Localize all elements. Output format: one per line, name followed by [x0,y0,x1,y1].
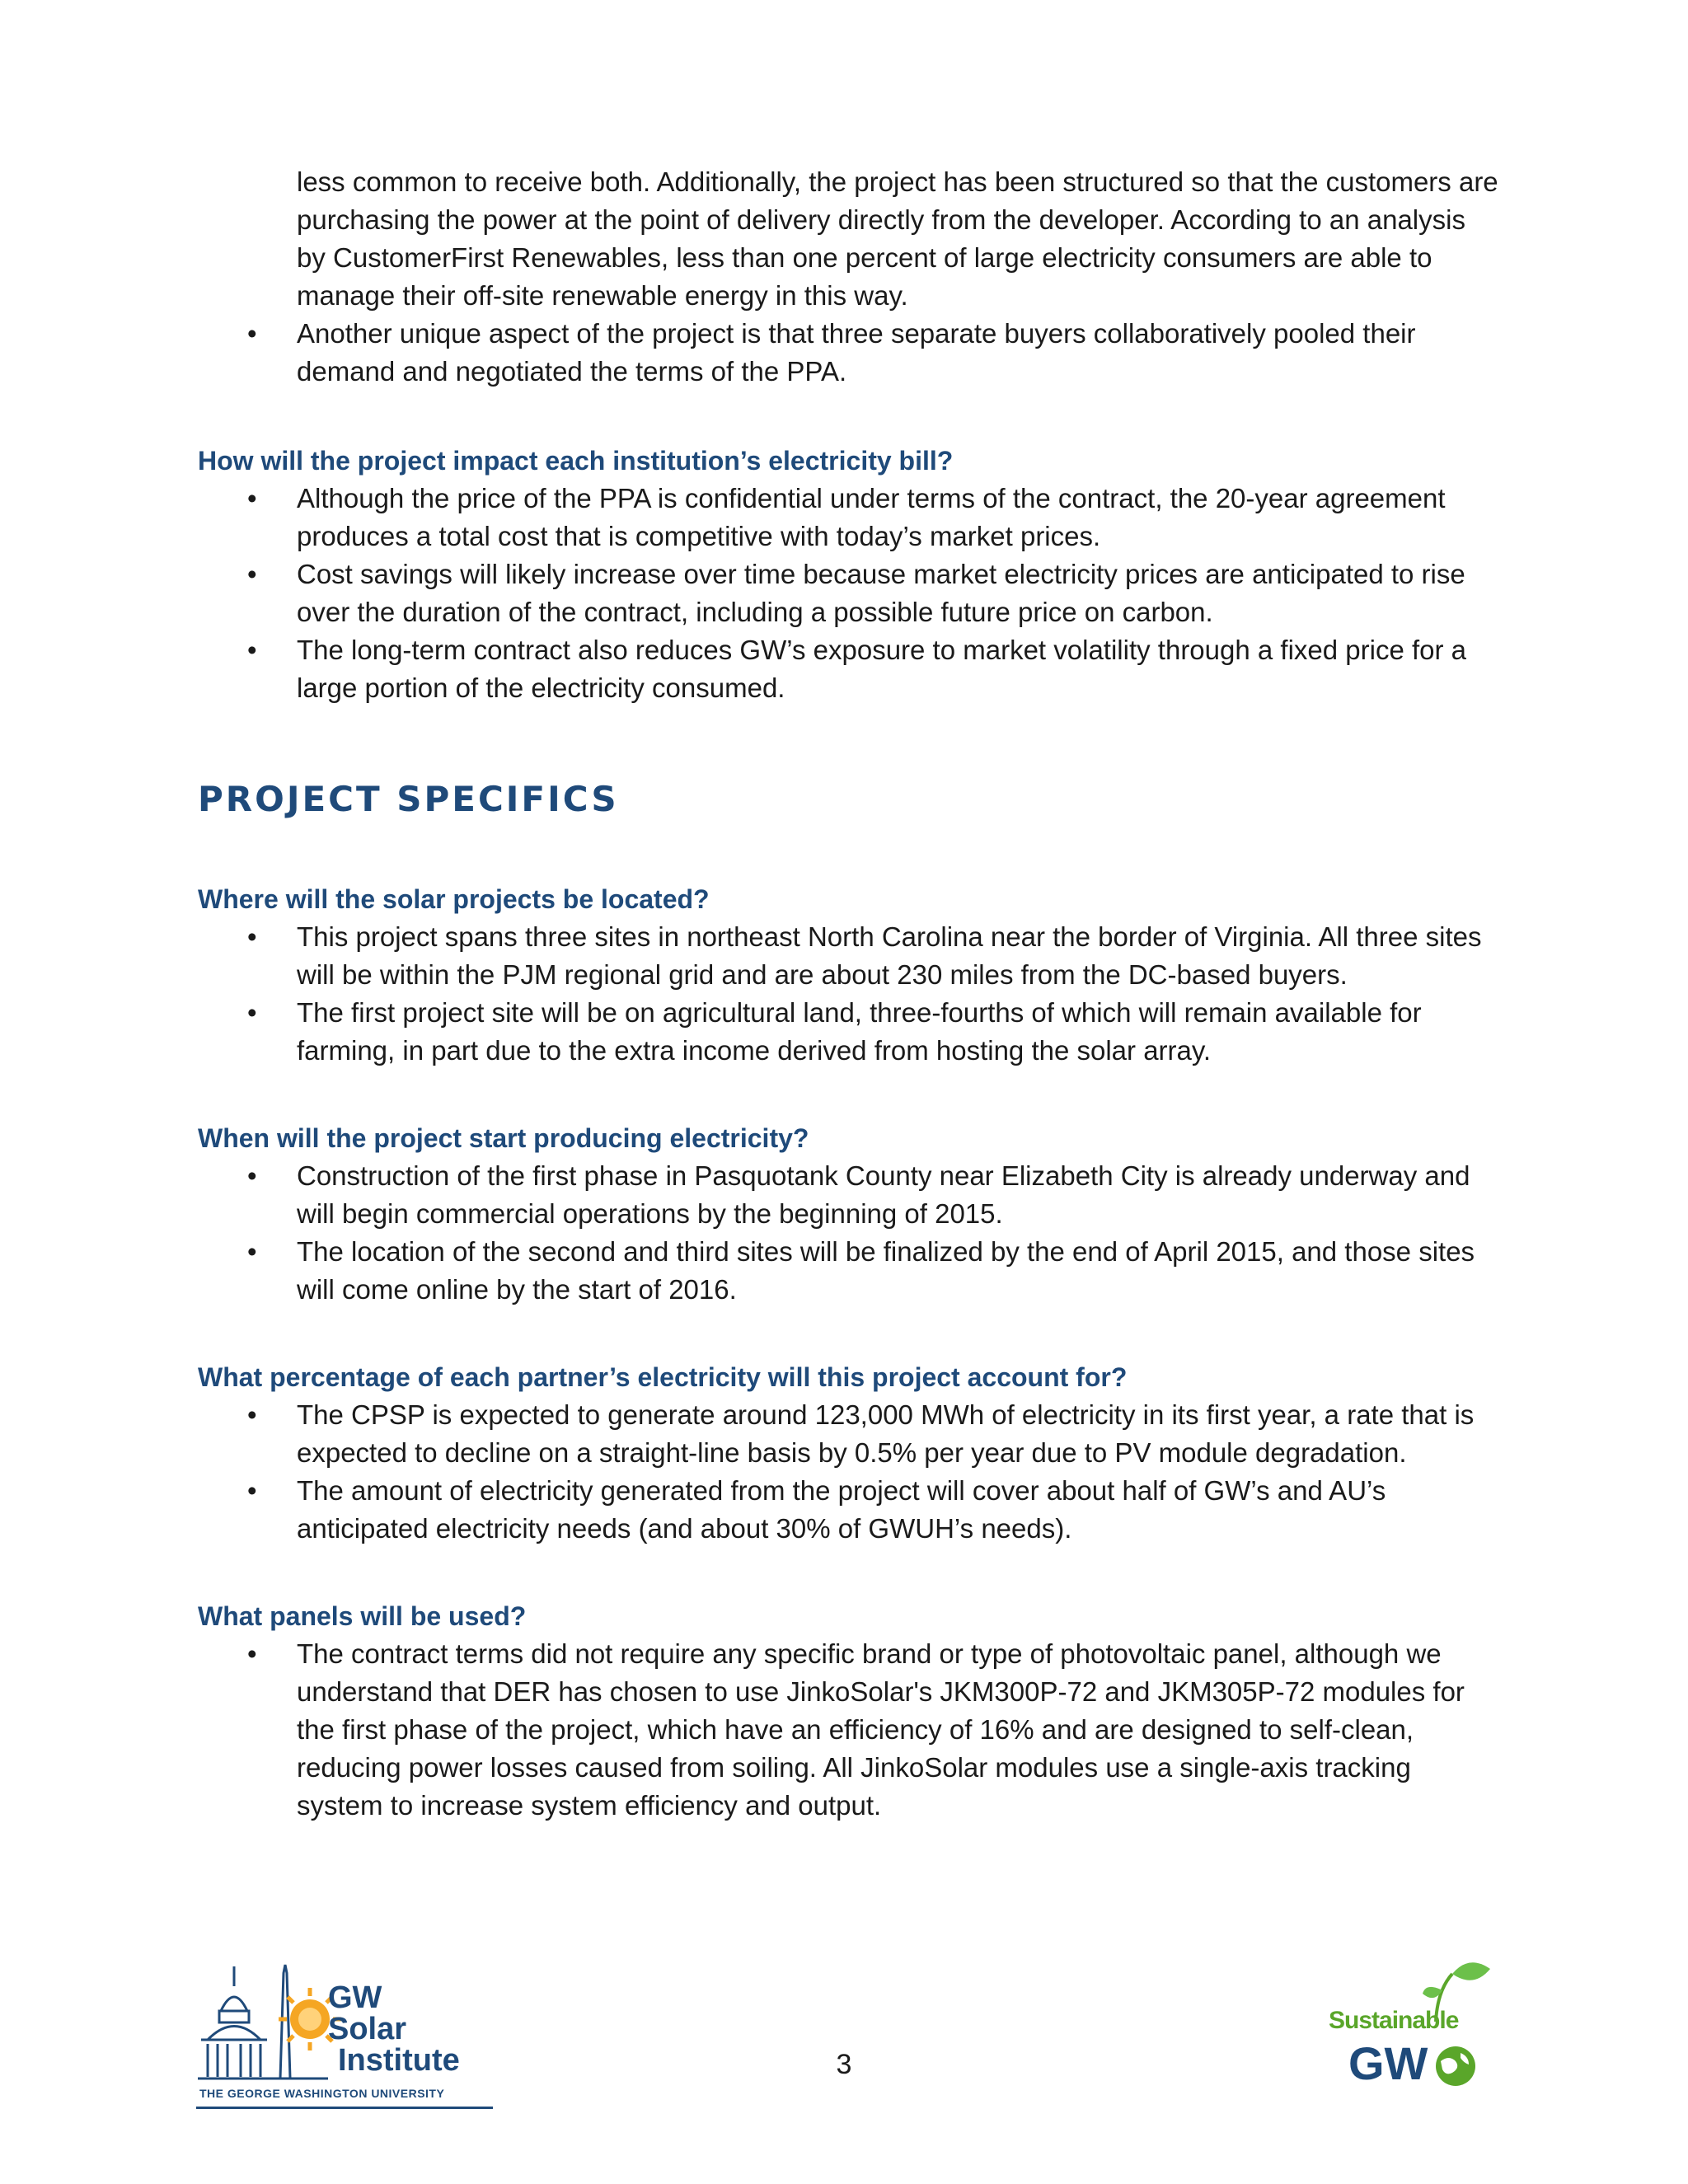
page-content [198,163,1500,1825]
sustainable-gw-logo [1329,1957,1510,2106]
list-item: • This project spans three sites in northeast North Carolina near the border of Virginia. All three sites will be within the PJM regional grid and are about 230 miles from the DC-based buyers. [198,918,1500,994]
question-heading-bill: How will the project impact each institution’s electricity bill? [198,446,954,476]
list-item: • Construction of the first phase in Pasquotank County near Elizabeth City is already underway and will begin commercial operations by the beginning of 2015. [198,1157,1500,1233]
logo-line-solar: Solar [328,2012,407,2046]
logo-underline [196,2107,493,2109]
logo-line-gw: GW [1348,2037,1428,2089]
list-item: • Cost savings will likely increase over time because market electricity prices are anticipated to rise over the duration of the contract, including a possible future price on carbon. [198,555,1500,631]
gw-solar-institute-logo [196,1961,509,2118]
list-item: • The amount of electricity generated from the project will cover about half of GW’s and AU’s anticipated electricity needs (and about 30% of GWUH’s needs). [198,1472,1500,1548]
bill-list [198,480,1500,707]
university-name: THE GEORGE WASHINGTON UNIVERSITY [199,2087,445,2100]
logo-line-sustainable: Sustainable [1329,2007,1459,2034]
globe-icon [1432,2043,1479,2089]
question-heading-start: When will the project start producing electricity? [198,1123,809,1153]
question-heading-percent: What percentage of each partner’s electricity will this project account for? [198,1362,1128,1392]
page-number: 3 [836,2049,852,2080]
location-list [198,918,1500,1070]
panels-list [198,1635,1500,1825]
intro-continuation: less common to receive both. Additionally, the project has been structured so that the customers are purchasing the power at the point of delivery directly from the developer. According to an analysis by CustomerFirst Renewables, less than one percent of large electricity consumers are able to manage their off-site renewable energy in this way. [297,166,1498,311]
section-title: PROJECT SPECIFICS [198,779,619,819]
question-heading-panels: What panels will be used? [198,1601,527,1631]
list-item: • The long-term contract also reduces GW’s exposure to market volatility through a fixed price for a large portion of the electricity consumed. [198,631,1500,707]
list-item: • The contract terms did not require any specific brand or type of photovoltaic panel, although we understand that DER has chosen to use JinkoSolar's JKM300P-72 and JKM305P-72 modules for the first phase of the project, which have an efficiency of 16% and are designed to self-clean, reducing power losses caused from soiling. All JinkoSolar modules use a single-axis tracking system to increase system efficiency and output. [198,1635,1500,1825]
list-item: • Another unique aspect of the project is that three separate buyers collaboratively pooled their demand and negotiated the terms of the PPA. [198,315,1500,391]
logo-line-gw: GW [328,1980,382,2015]
intro-list [198,163,1500,391]
percent-list [198,1396,1500,1548]
start-list [198,1157,1500,1309]
list-item: • Although the price of the PPA is confidential under terms of the contract, the 20-year agreement produces a total cost that is competitive with today’s market prices. [198,480,1500,555]
list-item: • The location of the second and third sites will be finalized by the end of April 2015, and those sites will come online by the start of 2016. [198,1233,1500,1309]
list-item: • The CPSP is expected to generate around 123,000 MWh of electricity in its first year, a rate that is expected to decline on a straight-line basis by 0.5% per year due to PV module degradation. [198,1396,1500,1472]
list-item: • The first project site will be on agricultural land, three-fourths of which will remain available for farming, in part due to the extra income derived from hosting the solar array. [198,994,1500,1070]
question-heading-location: Where will the solar projects be located? [198,884,710,914]
logo-line-institute: Institute [338,2043,460,2078]
